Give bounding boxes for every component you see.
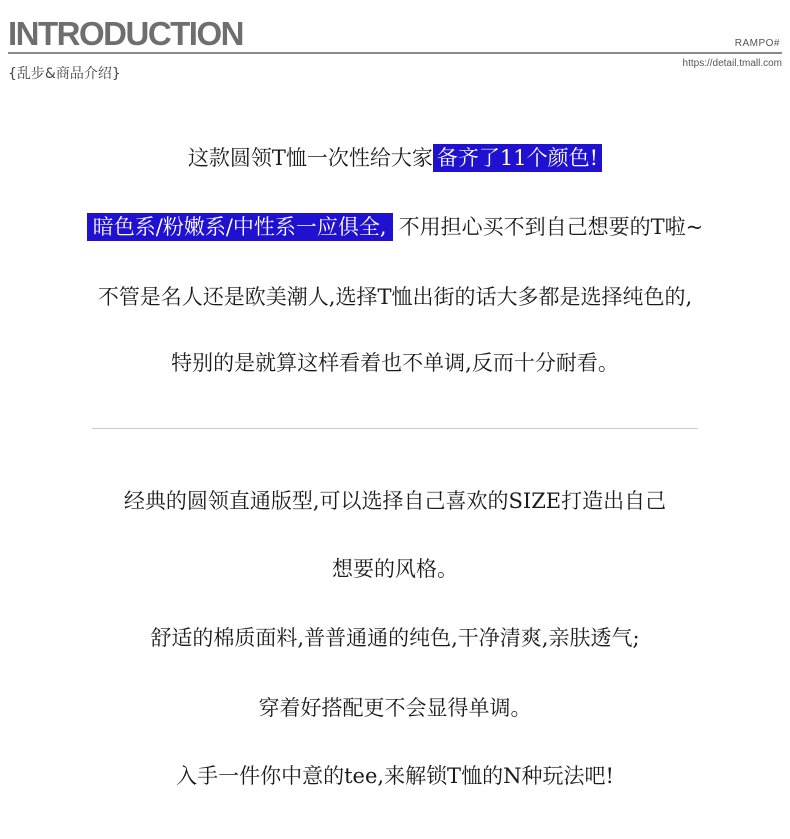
header-rule bbox=[8, 52, 782, 54]
section-divider bbox=[92, 428, 698, 429]
intro-line-4: 特别的是就算这样看着也不单调,反而十分耐看。 bbox=[171, 351, 619, 375]
intro-line-2 bbox=[0, 212, 790, 242]
page-header bbox=[0, 0, 790, 90]
intro-line-1-text: 这款圆领T恤一次性给大家 bbox=[187, 146, 433, 170]
feature-line-3: 舒适的棉质面料,普普通通的纯色,干净清爽,亲肤透气; bbox=[150, 626, 640, 650]
intro-line-2-highlight: 暗色系/粉嫩系/中性系一应俱全, bbox=[87, 213, 393, 241]
store-url: https://detail.tmall.com bbox=[682, 58, 782, 69]
intro-line-2-text: 不用担心买不到自己想要的T啦~ bbox=[398, 215, 704, 239]
feature-line-1: 经典的圆领直通版型,可以选择自己喜欢的SIZE打造出自己 bbox=[123, 489, 667, 513]
intro-line-1-highlight: 备齐了11个颜色! bbox=[433, 144, 602, 172]
feature-line-5: 入手一件你中意的tee,来解锁T恤的N种玩法吧! bbox=[176, 764, 614, 788]
brand-label: RAMPO# bbox=[734, 38, 780, 49]
feature-line-4: 穿着好搭配更不会显得单调。 bbox=[258, 696, 532, 720]
page-title: INTRODUCTION bbox=[8, 15, 243, 52]
intro-line-3: 不管是名人还是欧美潮人,选择T恤出街的话大多都是选择纯色的, bbox=[97, 285, 693, 309]
feature-line-2: 想要的风格。 bbox=[332, 557, 458, 581]
intro-line-1 bbox=[0, 143, 790, 173]
page-subtitle: {乱步&商品介绍} bbox=[8, 66, 121, 82]
